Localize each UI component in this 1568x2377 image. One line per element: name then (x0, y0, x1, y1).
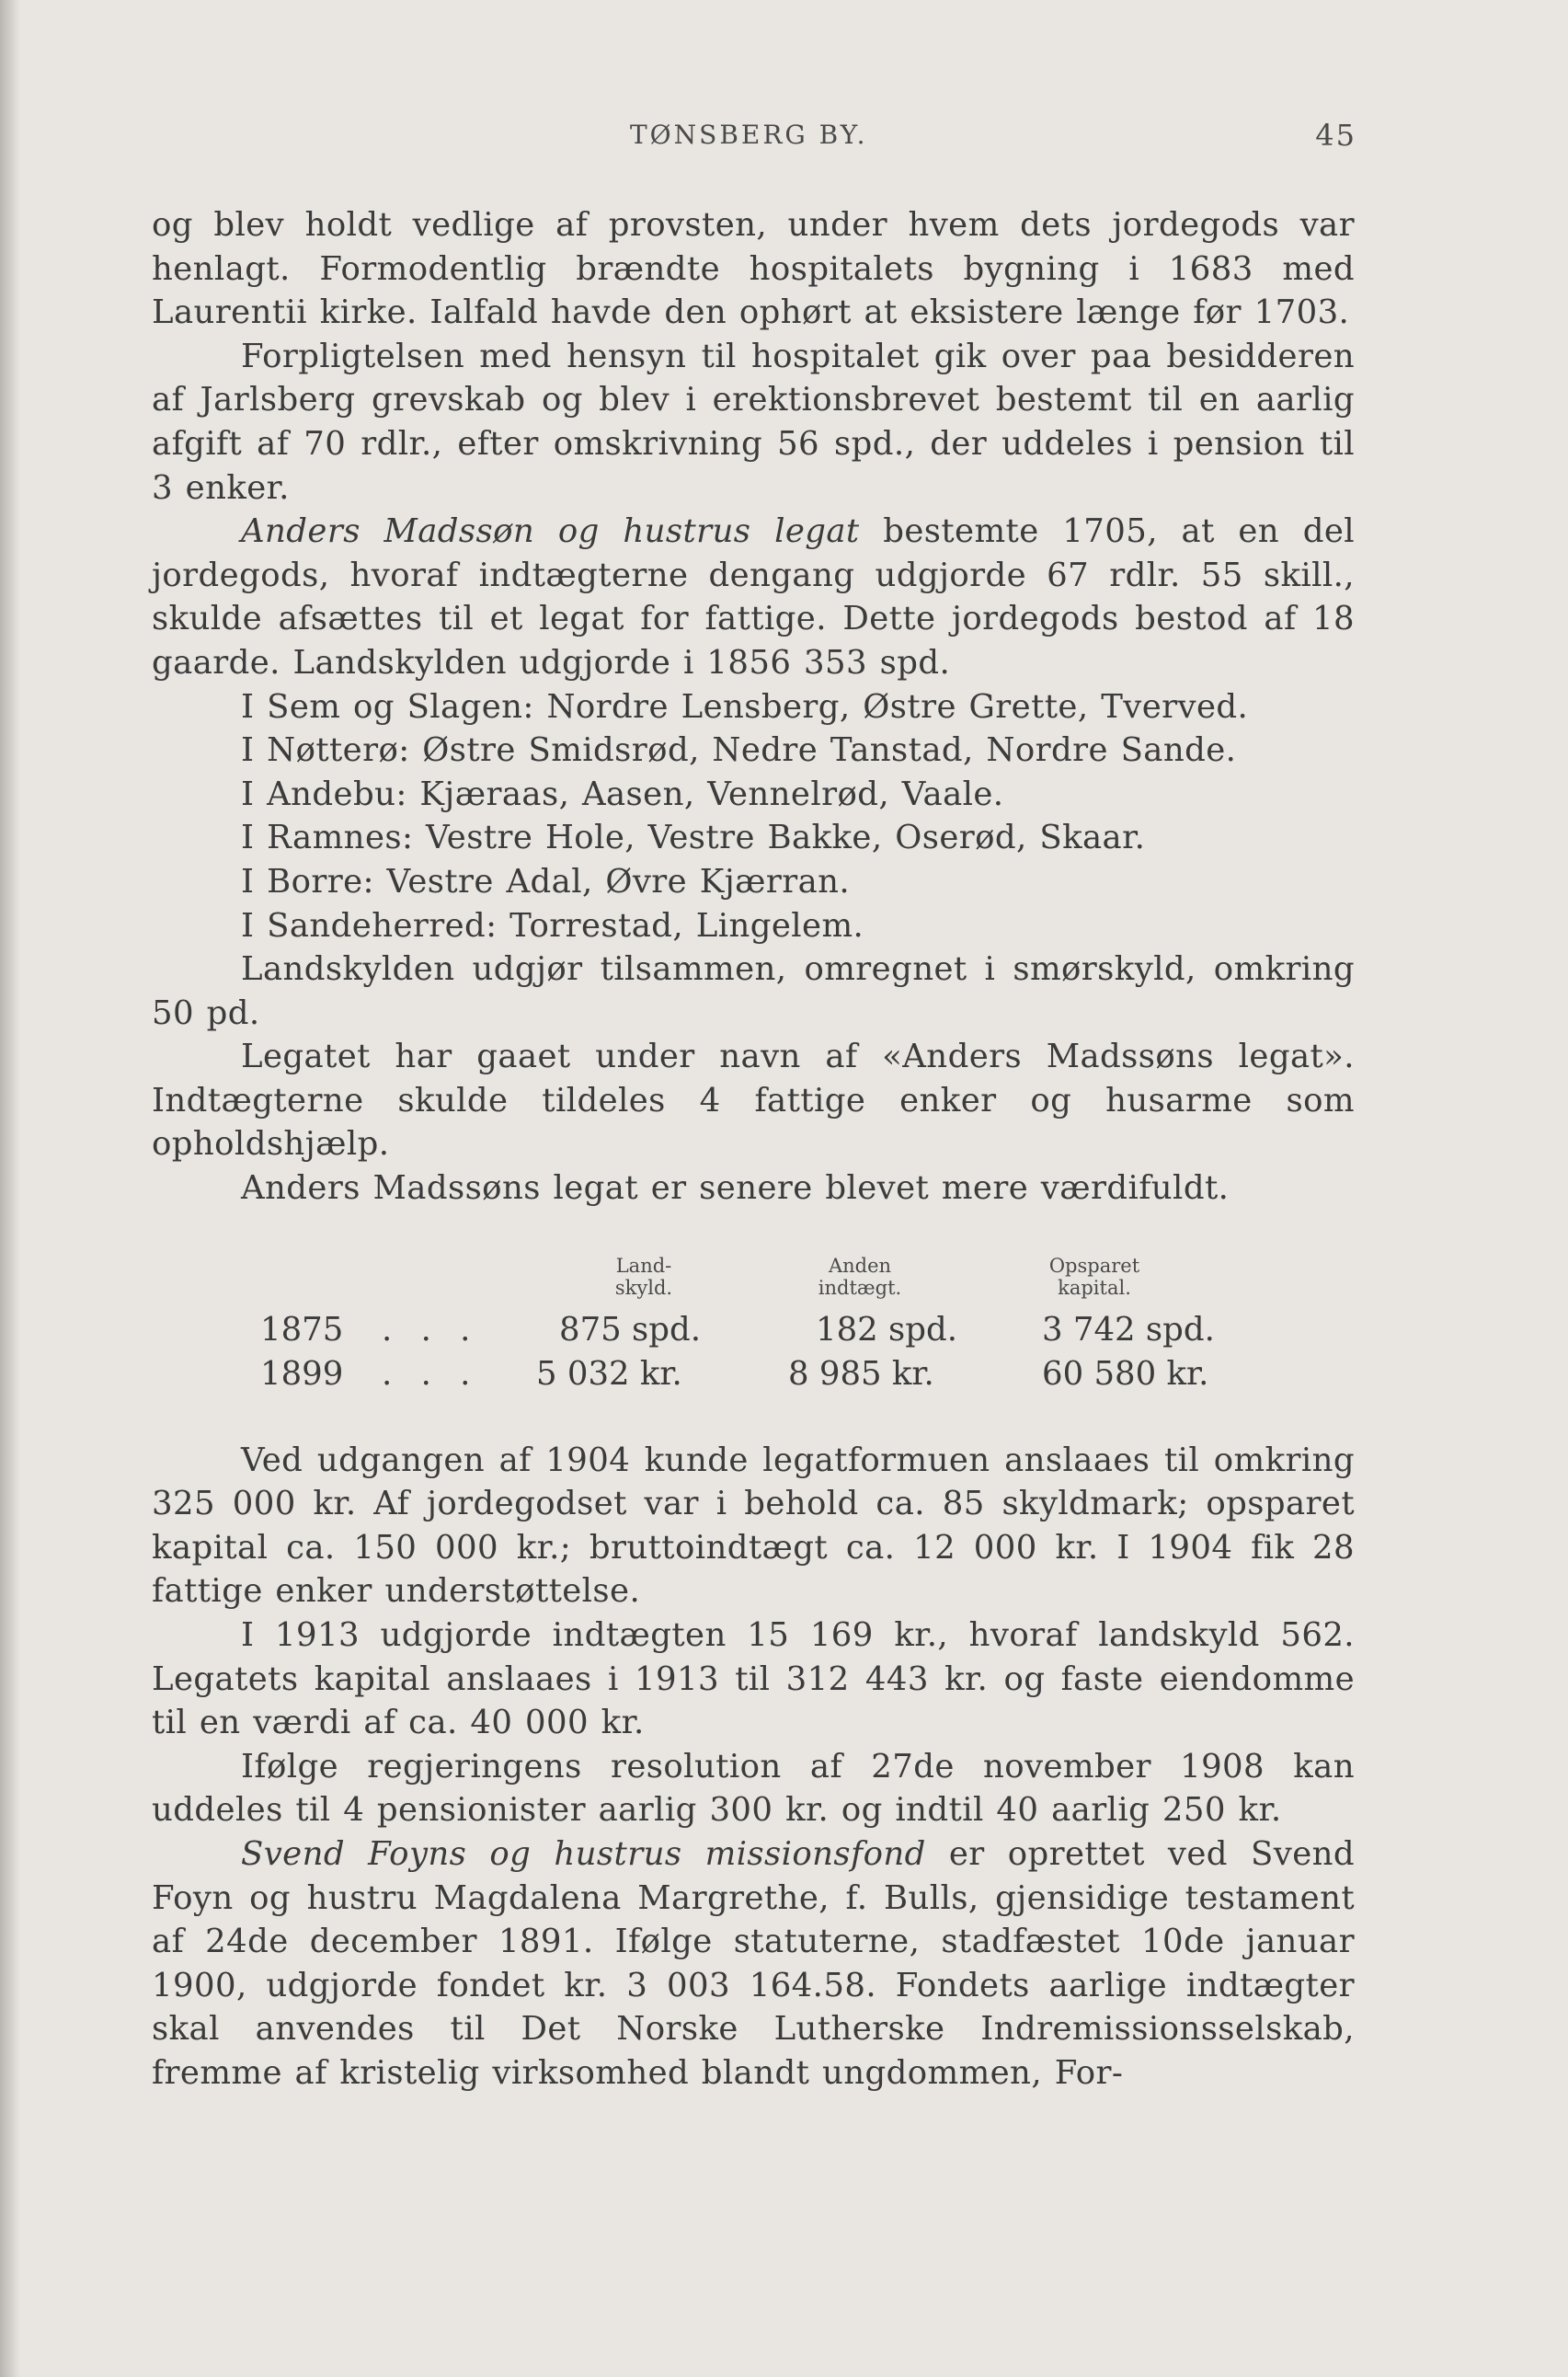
farm-list-item: I Sem og Slagen: Nordre Lensberg, Østre Grette, Tverved. (241, 687, 1249, 726)
row-kapital: 60 580 kr. (1042, 1354, 1209, 1393)
running-title: TØNSBERG BY. (630, 120, 868, 150)
farm-list-item: I Nøtterø: Østre Smidsrød, Nedre Tanstad, Nordre Sande. (241, 731, 1237, 770)
paragraph: Anders Madssøns legat er senere blevet mere værdifuldt. (241, 1169, 1230, 1208)
header-text: Anden indtægt. (818, 1254, 902, 1299)
row-anden: 182 spd. (816, 1310, 957, 1349)
row-dots: . . . (382, 1310, 480, 1349)
table-header-landskyld (575, 1255, 713, 1299)
row-year: 1899 (260, 1354, 344, 1393)
row-dots: . . . (382, 1354, 480, 1393)
row-landskyld: 875 spd. (559, 1310, 701, 1349)
legat-table (152, 1236, 1355, 1402)
paragraph: Landskylden udgjør tilsammen, omregnet i smørskyld, omkring 50 pd. (152, 950, 1355, 1032)
paragraph: og blev holdt vedlige af provsten, under hvem dets jordegods var henlagt. Formodentlig brændte hospitalets bygning i 1683 med Laurentii kirke. Ialfald havde den ophørt at eksistere længe før 1703. (152, 206, 1355, 332)
row-landskyld: 5 032 kr. (536, 1354, 682, 1393)
paragraph: Ifølge regjeringens resolution af 27de november 1908 kan uddeles til 4 pensionister aarlig 300 kr. og indtil 40 aarlig 250 kr. (152, 1747, 1355, 1830)
table-header-anden (791, 1255, 929, 1299)
farm-list-item: I Borre: Vestre Adal, Øvre Kjærran. (241, 862, 851, 901)
page-edge-shadow (0, 0, 20, 2377)
foyn-text: er oprettet ved Svend Foyn og hustru Magdalena Margrethe, f. Bulls, gjensidige testament af 24de december 1891. Ifølge statuterne, stadfæstet 10de januar 1900, udgjorde fondet kr. 3 003 164.58. Fondets aarlige indtægter skal anvendes til Det Norske Lutherske Indremissionsselskab, fremme af kristelig virksomhed blandt ungdommen, For- (152, 1835, 1355, 2092)
row-year: 1875 (260, 1310, 344, 1349)
paragraph: Forpligtelsen med hensyn til hospitalet gik over paa besidderen af Jarlsberg grevskab og blev i erektionsbrevet bestemt til en aarlig afgift af 70 rdlr., efter omskrivning 56 spd., der uddeles i pension til 3 enker. (152, 337, 1355, 507)
paragraph: Ved udgangen af 1904 kunde legatformuen anslaaes til omkring 325 000 kr. Af jordegodset var i behold ca. 85 skyldmark; opsparet kapital ca. 150 000 kr.; bruttoindtægt ca. 12 000 kr. I 1904 fik 28 fattige enker understøttelse. (152, 1441, 1355, 1611)
legat-text: bestemte 1705, at en del jordegods, hvoraf indtægterne dengang udgjorde 67 rdlr. 55 skill., skulde afsættes til et legat for fattige. Dette jordegods bestod af 18 gaarde. Landskylden udgjorde i 1856 353 spd. (152, 512, 1355, 682)
farm-list-item: I Sandeherred: Torrestad, Lingelem. (241, 906, 864, 945)
paragraph: I 1913 udgjorde indtægten 15 169 kr., hvoraf landskyld 562. Legatets kapital anslaaes i 1913 til 312 443 kr. og faste eiendomme til en værdi af ca. 40 000 kr. (152, 1616, 1355, 1742)
foyn-title: Svend Foyns og hustrus missionsfond (241, 1835, 926, 1873)
book-page (152, 109, 1355, 2096)
legat-title: Anders Madssøn og hustrus legat (241, 512, 860, 551)
row-anden: 8 985 kr. (788, 1354, 934, 1393)
farm-list-item: I Ramnes: Vestre Hole, Vestre Bakke, Oserød, Skaar. (241, 819, 1146, 857)
farm-list-item: I Andebu: Kjæraas, Aasen, Vennelrød, Vaale. (241, 775, 1004, 813)
row-kapital: 3 742 spd. (1042, 1310, 1215, 1349)
page-header (152, 109, 1355, 164)
legat-paragraph (152, 510, 1355, 684)
farm-list (152, 685, 1355, 948)
foyn-paragraph (152, 1832, 1355, 2096)
header-text: Land- skyld. (614, 1254, 673, 1299)
paragraph: Legatet har gaaet under navn af «Anders Madssøns legat». Indtægterne skulde tildeles 4 fattige enker og husarme som opholdshjælp. (152, 1038, 1355, 1164)
page-number: 45 (1315, 118, 1356, 153)
table-header-kapital (1016, 1255, 1173, 1299)
body-text (152, 203, 1355, 2096)
header-text: Opsparet kapital. (1048, 1254, 1140, 1299)
